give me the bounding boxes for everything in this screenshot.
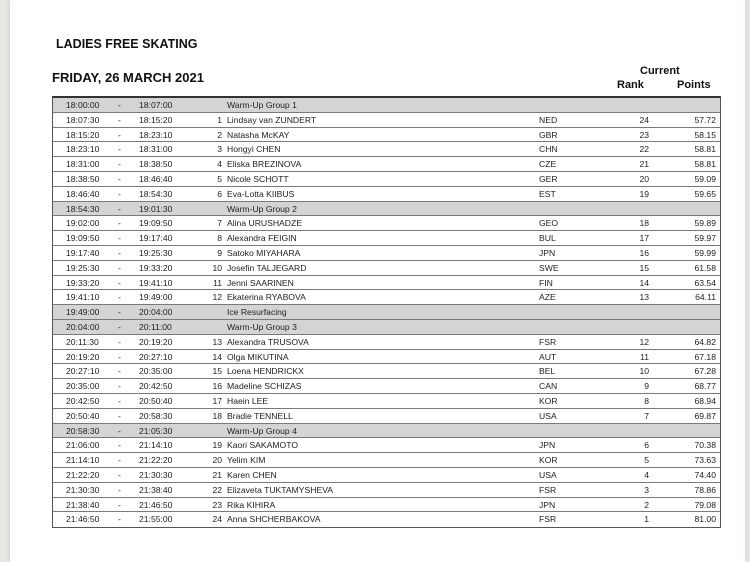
skater-name: Natasha McKAY	[227, 129, 290, 140]
skater-row	[53, 483, 720, 498]
nation-code: JPN	[539, 440, 556, 451]
nation-code: AUT	[539, 351, 557, 362]
current-rank: 15	[639, 262, 649, 273]
nation-code: CAN	[539, 381, 558, 392]
current-rank: 20	[639, 173, 649, 184]
start-number: 5	[217, 173, 222, 184]
end-time: 18:46:40	[139, 173, 173, 184]
skater-name: Jenni SAARINEN	[227, 277, 294, 288]
start-number: 18	[212, 410, 222, 421]
nation-code: FSR	[539, 514, 557, 525]
skater-row	[53, 216, 720, 231]
current-rank: 23	[639, 129, 649, 140]
start-number: 21	[212, 469, 222, 480]
nation-code: SWE	[539, 262, 559, 273]
skater-name: Rika KIHIRA	[227, 499, 276, 510]
nation-code: EST	[539, 188, 556, 199]
column-header-current: Current	[640, 65, 680, 77]
time-separator: -	[118, 455, 121, 466]
time-separator: -	[118, 484, 121, 495]
current-points: 73.63	[694, 455, 716, 466]
time-separator: -	[118, 188, 121, 199]
current-rank: 5	[644, 455, 649, 466]
current-points: 58.81	[694, 159, 716, 170]
start-number: 12	[212, 292, 222, 303]
start-time: 18:07:30	[66, 114, 100, 125]
end-time: 19:49:00	[139, 292, 173, 303]
nation-code: USA	[539, 469, 557, 480]
time-separator: -	[118, 159, 121, 170]
current-points: 61.58	[694, 262, 716, 273]
end-time: 20:19:20	[139, 336, 173, 347]
current-points: 68.94	[694, 395, 716, 406]
skater-row	[53, 172, 720, 187]
document-page	[10, 0, 745, 562]
start-time: 19:25:30	[66, 262, 100, 273]
start-time: 18:46:40	[66, 188, 100, 199]
skater-row	[53, 187, 720, 202]
current-points: 59.89	[694, 218, 716, 229]
start-time: 19:09:50	[66, 233, 100, 244]
skater-name: Hongyi CHEN	[227, 144, 281, 155]
start-time: 20:42:50	[66, 395, 100, 406]
start-number: 16	[212, 381, 222, 392]
start-time: 20:58:30	[66, 425, 100, 436]
skater-name: Elizaveta TUKTAMYSHEVA	[227, 484, 334, 495]
start-number: 13	[212, 336, 222, 347]
schedule-table	[52, 96, 721, 528]
end-time: 18:38:50	[139, 159, 173, 170]
start-number: 1	[217, 114, 222, 125]
current-points: 64.11	[695, 292, 716, 303]
start-number: 23	[212, 499, 222, 510]
nation-code: BUL	[539, 233, 556, 244]
start-time: 21:14:10	[66, 455, 100, 466]
start-time: 19:17:40	[66, 247, 100, 258]
start-time: 21:06:00	[66, 440, 100, 451]
time-separator: -	[118, 366, 121, 377]
start-time: 21:46:50	[66, 514, 100, 525]
skater-name: Madeline SCHIZAS	[227, 381, 302, 392]
end-time: 20:50:40	[139, 395, 173, 406]
end-time: 20:35:00	[139, 366, 173, 377]
session-label: Warm-Up Group 4	[227, 425, 297, 436]
current-rank: 16	[639, 247, 649, 258]
end-time: 21:55:00	[139, 514, 173, 525]
time-separator: -	[118, 395, 121, 406]
current-points: 67.28	[694, 366, 716, 377]
current-points: 70.38	[694, 440, 716, 451]
start-number: 8	[217, 233, 222, 244]
session-row	[53, 320, 720, 335]
skater-name: Anna SHCHERBAKOVA	[227, 514, 321, 525]
end-time: 21:46:50	[139, 499, 173, 510]
skater-row	[53, 350, 720, 365]
skater-name: Olga MIKUTINA	[227, 351, 289, 362]
nation-code: CHN	[539, 144, 558, 155]
time-separator: -	[118, 381, 121, 392]
end-time: 19:01:30	[139, 203, 173, 214]
skater-row	[53, 113, 720, 128]
time-separator: -	[118, 336, 121, 347]
skater-name: Loena HENDRICKX	[227, 366, 304, 377]
nation-code: JPN	[539, 499, 556, 510]
end-time: 19:33:20	[139, 262, 173, 273]
skater-name: Bradie TENNELL	[227, 410, 293, 421]
current-rank: 4	[644, 469, 649, 480]
session-label: Ice Resurfacing	[227, 307, 287, 318]
nation-code: CZE	[539, 159, 557, 170]
nation-code: KOR	[539, 395, 558, 406]
current-points: 58.81	[694, 144, 716, 155]
end-time: 18:15:20	[139, 114, 173, 125]
end-time: 19:41:10	[139, 277, 173, 288]
start-time: 18:23:10	[66, 144, 100, 155]
current-points: 63.54	[694, 277, 716, 288]
current-points: 68.77	[694, 381, 716, 392]
time-separator: -	[118, 203, 121, 214]
time-separator: -	[118, 262, 121, 273]
end-time: 18:31:00	[139, 144, 173, 155]
end-time: 20:11:00	[139, 321, 172, 332]
end-time: 18:54:30	[139, 188, 173, 199]
current-rank: 1	[644, 514, 649, 525]
current-rank: 17	[639, 233, 649, 244]
document-title: LADIES FREE SKATING	[56, 37, 198, 51]
session-label: Warm-Up Group 3	[227, 321, 297, 332]
nation-code: AZE	[539, 292, 556, 303]
session-row	[53, 98, 720, 113]
start-time: 19:33:20	[66, 277, 100, 288]
start-time: 18:54:30	[66, 203, 100, 214]
current-rank: 7	[644, 410, 649, 421]
session-row	[53, 202, 720, 217]
start-time: 18:00:00	[66, 100, 100, 110]
time-separator: -	[118, 410, 121, 421]
nation-code: NED	[539, 114, 558, 125]
start-time: 20:35:00	[66, 381, 100, 392]
start-time: 21:30:30	[66, 484, 100, 495]
skater-row	[53, 142, 720, 157]
start-number: 9	[217, 247, 222, 258]
time-separator: -	[118, 469, 121, 480]
current-points: 67.18	[694, 351, 716, 362]
current-points: 78.86	[694, 484, 716, 495]
time-separator: -	[118, 425, 121, 436]
start-number: 3	[217, 144, 222, 155]
start-number: 11	[213, 277, 222, 288]
skater-name: Josefin TALJEGARD	[227, 262, 307, 273]
time-separator: -	[118, 351, 121, 362]
start-time: 20:27:10	[66, 366, 100, 377]
time-separator: -	[118, 292, 121, 303]
current-rank: 22	[639, 144, 649, 155]
start-time: 18:38:50	[66, 173, 100, 184]
skater-name: Kaori SAKAMOTO	[227, 440, 298, 451]
start-time: 20:04:00	[66, 321, 100, 332]
end-time: 20:04:00	[139, 307, 173, 318]
start-number: 20	[212, 455, 222, 466]
skater-name: Lindsay van ZUNDERT	[227, 114, 317, 125]
time-separator: -	[118, 321, 121, 332]
skater-row	[53, 261, 720, 276]
end-time: 18:07:00	[139, 100, 173, 110]
time-separator: -	[118, 233, 121, 244]
current-rank: 6	[644, 440, 649, 451]
current-rank: 2	[644, 499, 649, 510]
current-points: 59.97	[694, 233, 716, 244]
end-time: 21:38:40	[139, 484, 173, 495]
start-number: 24	[212, 514, 222, 525]
start-number: 22	[212, 484, 222, 495]
current-points: 59.65	[694, 188, 716, 199]
start-number: 15	[212, 366, 222, 377]
skater-row	[53, 231, 720, 246]
column-header-rank: Rank	[617, 79, 644, 91]
skater-name: Eva-Lotta KIIBUS	[227, 188, 295, 199]
skater-name: Ekaterina RYABOVA	[227, 292, 306, 303]
time-separator: -	[118, 307, 121, 318]
skater-name: Yelim KIM	[227, 455, 266, 466]
start-number: 2	[217, 129, 222, 140]
start-number: 6	[217, 188, 222, 199]
start-number: 17	[212, 395, 222, 406]
current-points: 59.09	[694, 173, 716, 184]
end-time: 19:25:30	[139, 247, 173, 258]
skater-row	[53, 438, 720, 453]
current-points: 58.15	[694, 129, 716, 140]
time-separator: -	[118, 514, 121, 525]
nation-code: BEL	[539, 366, 556, 377]
skater-row	[53, 498, 720, 513]
start-number: 7	[217, 218, 222, 229]
current-rank: 10	[639, 366, 649, 377]
skater-row	[53, 379, 720, 394]
current-rank: 11	[640, 351, 649, 362]
session-row	[53, 424, 720, 439]
start-time: 20:19:20	[66, 351, 100, 362]
start-time: 21:38:40	[66, 499, 100, 510]
skater-name: Eliska BREZINOVA	[227, 159, 302, 170]
start-time: 18:31:00	[66, 159, 100, 170]
skater-row	[53, 290, 720, 305]
nation-code: FIN	[539, 277, 553, 288]
start-time: 20:50:40	[66, 410, 100, 421]
end-time: 20:58:30	[139, 410, 173, 421]
start-number: 14	[212, 351, 222, 362]
end-time: 19:17:40	[139, 233, 173, 244]
skater-row	[53, 128, 720, 143]
start-time: 19:41:10	[66, 292, 100, 303]
skater-name: Alina URUSHADZE	[227, 218, 302, 229]
current-points: 69.87	[694, 410, 716, 421]
skater-name: Alexandra TRUSOVA	[227, 336, 309, 347]
current-points: 57.72	[694, 114, 716, 125]
time-separator: -	[118, 114, 121, 125]
skater-row	[53, 409, 720, 424]
end-time: 21:22:20	[139, 455, 173, 466]
end-time: 18:23:10	[139, 129, 173, 140]
skater-name: Karen CHEN	[227, 469, 277, 480]
current-rank: 21	[639, 159, 649, 170]
nation-code: KOR	[539, 455, 558, 466]
nation-code: GEO	[539, 218, 559, 229]
current-rank: 13	[639, 292, 649, 303]
start-time: 21:22:20	[66, 469, 100, 480]
start-number: 10	[212, 262, 222, 273]
date-heading: FRIDAY, 26 MARCH 2021	[52, 70, 204, 85]
end-time: 20:42:50	[139, 381, 173, 392]
time-separator: -	[118, 100, 121, 110]
skater-row	[53, 276, 720, 291]
time-separator: -	[118, 144, 121, 155]
current-points: 79.08	[694, 499, 716, 510]
nation-code: GBR	[539, 129, 558, 140]
nation-code: FSR	[539, 484, 557, 495]
session-label: Warm-Up Group 2	[227, 203, 297, 214]
time-separator: -	[118, 499, 121, 510]
start-time: 19:02:00	[66, 218, 100, 229]
end-time: 21:14:10	[139, 440, 173, 451]
nation-code: FSR	[539, 336, 557, 347]
skater-row	[53, 453, 720, 468]
current-rank: 8	[644, 395, 649, 406]
nation-code: USA	[539, 410, 557, 421]
column-header-points: Points	[677, 79, 711, 91]
start-number: 19	[212, 440, 222, 451]
current-rank: 3	[644, 484, 649, 495]
time-separator: -	[118, 247, 121, 258]
skater-row	[53, 335, 720, 350]
end-time: 20:27:10	[139, 351, 173, 362]
current-points: 64.82	[694, 336, 716, 347]
current-rank: 9	[644, 381, 649, 392]
skater-name: Satoko MIYAHARA	[227, 247, 301, 258]
skater-row	[53, 468, 720, 483]
nation-code: JPN	[539, 247, 556, 258]
skater-row	[53, 246, 720, 261]
start-time: 19:49:00	[66, 307, 100, 318]
skater-row	[53, 157, 720, 172]
nation-code: GER	[539, 173, 558, 184]
current-points: 74.40	[694, 469, 716, 480]
current-points: 59.99	[694, 247, 716, 258]
current-rank: 14	[639, 277, 649, 288]
skater-name: Nicole SCHOTT	[227, 173, 289, 184]
end-time: 21:05:30	[139, 425, 173, 436]
time-separator: -	[118, 440, 121, 451]
start-time: 18:15:20	[66, 129, 100, 140]
current-rank: 19	[639, 188, 649, 199]
start-number: 4	[217, 159, 222, 170]
session-label: Warm-Up Group 1	[227, 100, 297, 110]
end-time: 19:09:50	[139, 218, 173, 229]
start-time: 20:11:30	[66, 336, 99, 347]
time-separator: -	[118, 218, 121, 229]
time-separator: -	[118, 129, 121, 140]
time-separator: -	[118, 277, 121, 288]
current-rank: 18	[639, 218, 649, 229]
skater-row	[53, 512, 720, 527]
skater-name: Haein LEE	[227, 395, 269, 406]
skater-name: Alexandra FEIGIN	[227, 233, 297, 244]
end-time: 21:30:30	[139, 469, 173, 480]
time-separator: -	[118, 173, 121, 184]
skater-row	[53, 364, 720, 379]
session-row	[53, 305, 720, 320]
current-rank: 24	[639, 114, 649, 125]
current-rank: 12	[639, 336, 649, 347]
current-points: 81.00	[694, 514, 716, 525]
skater-row	[53, 394, 720, 409]
